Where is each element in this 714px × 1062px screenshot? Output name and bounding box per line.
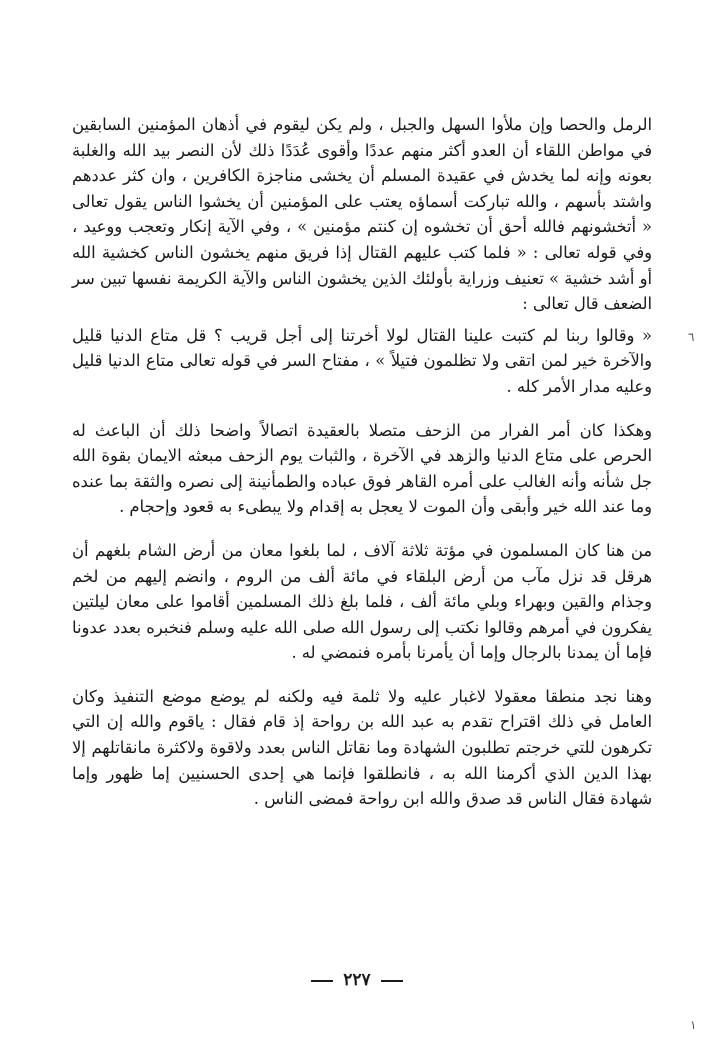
paragraph-5: وهنا نجد منطقا معقولا لاغبار عليه ولا ثلمة فيه ولكنه لم يوضع موضع التنفيذ وكان العامل في ذلك اقتراح تقدم به عبد الله بن رواحة إذ قام فقال : ياقوم والله إن التي تكرهون للتي خرجتم تطلبون الشهادة وما نقاتل الناس بعدد ولاقوة ولاكثرة مانقاتلهم إلا بهذا الدين الذي أكرمنا الله به ، فانطلقوا فإنما هي إحدى الحسنيين إما ظهور وإما شهادة فقال الناس قد صدق والله ابن رواحة فمضى الناس . (72, 686, 652, 809)
margin-mark: ١ (690, 1018, 697, 1032)
page-number-dash-right (381, 980, 403, 982)
page-body (72, 112, 652, 812)
paragraph-1: الرمل والحصا وإن ملأوا السهل والجبل ، ولم يكن ليقوم في أذهان المؤمنين السابقين في مواطن اللقاء أن العدو أكثر منهم عددًا وأقوى عُدَدًا ذلك لأن النصر بيد الله والغلبة بعونه وإنه لما يخدش في عقيدة المسلم أن يخشى مناجزة الكافرين ، وان كثر عددهم واشتد بأسهم ، والله تباركت أسماؤه يعتب على المؤمنين أن يخشوا الناس يقول تعالى « أتخشونهم فالله أحق أن تخشوه إن كنتم مؤمنين » ، وفي الآية إنكار وتعجب ووعيد ، وفي قوله تعالى : « فلما كتب عليهم القتال إذا فريق منهم يخشون الناس كخشية الله أو أشد خشية » تعنيف وزراية بأولئك الذين يخشون الناس والآية الكريمة نفسها تبين سر الضعف قال تعالى : (72, 115, 652, 314)
margin-mark: ٦ (688, 330, 695, 344)
page-number (0, 970, 714, 990)
paragraph-4: من هنا كان المسلمون في مؤتة ثلاثة آلاف ، لما بلغوا معان من أرض الشام بلغهم أن هرقل قد نزل مآب من أرض البلقاء في مائة ألف من الروم ، وانضم إليهم من لخم وجذام والقين وبهراء وبلي مائة ألف ، فلما بلغ ذلك المسلمين أقاموا على معان ليلتين يفكرون في أمرهم وقالوا نكتب إلى رسول الله صلى الله عليه وسلم فنخبره بعدد عدونا فإما أن يمدنا بالرجال وإما أن يأمرنا بأمره فنمضي له . (72, 540, 652, 663)
page-number-dash-left (311, 980, 333, 982)
paragraph-3: وهكذا كان أمر الفرار من الزحف متصلا بالعقيدة اتصالاً واضحا ذلك أن الباعث له الحرص على متاع الدنيا والزهد في الآخرة ، والثبات يوم الزحف مبعثه الايمان بقوة الله جل شأنه وأنه الغالب على أمره القاهر فوق عباده والطمأنينة إلى نصره والثقة بما عنده وما عند الله خير وأبقى وأن الموت لا يعجل به إقدام ولا يبطىء به قعود وإحجام . (72, 420, 652, 517)
page-number-value: ٢٢٧ (343, 970, 371, 990)
paragraph-2: « وقالوا ربنا لم كتبت علينا القتال لولا أخرتنا إلى أجل قريب ؟ قل متاع الدنيا قليل والآخرة خير لمن اتقى ولا تظلمون فتيلاً » ، مفتاح السر في قوله تعالى متاع الدنيا قليل وعليه مدار الأمر كله . (72, 325, 652, 396)
